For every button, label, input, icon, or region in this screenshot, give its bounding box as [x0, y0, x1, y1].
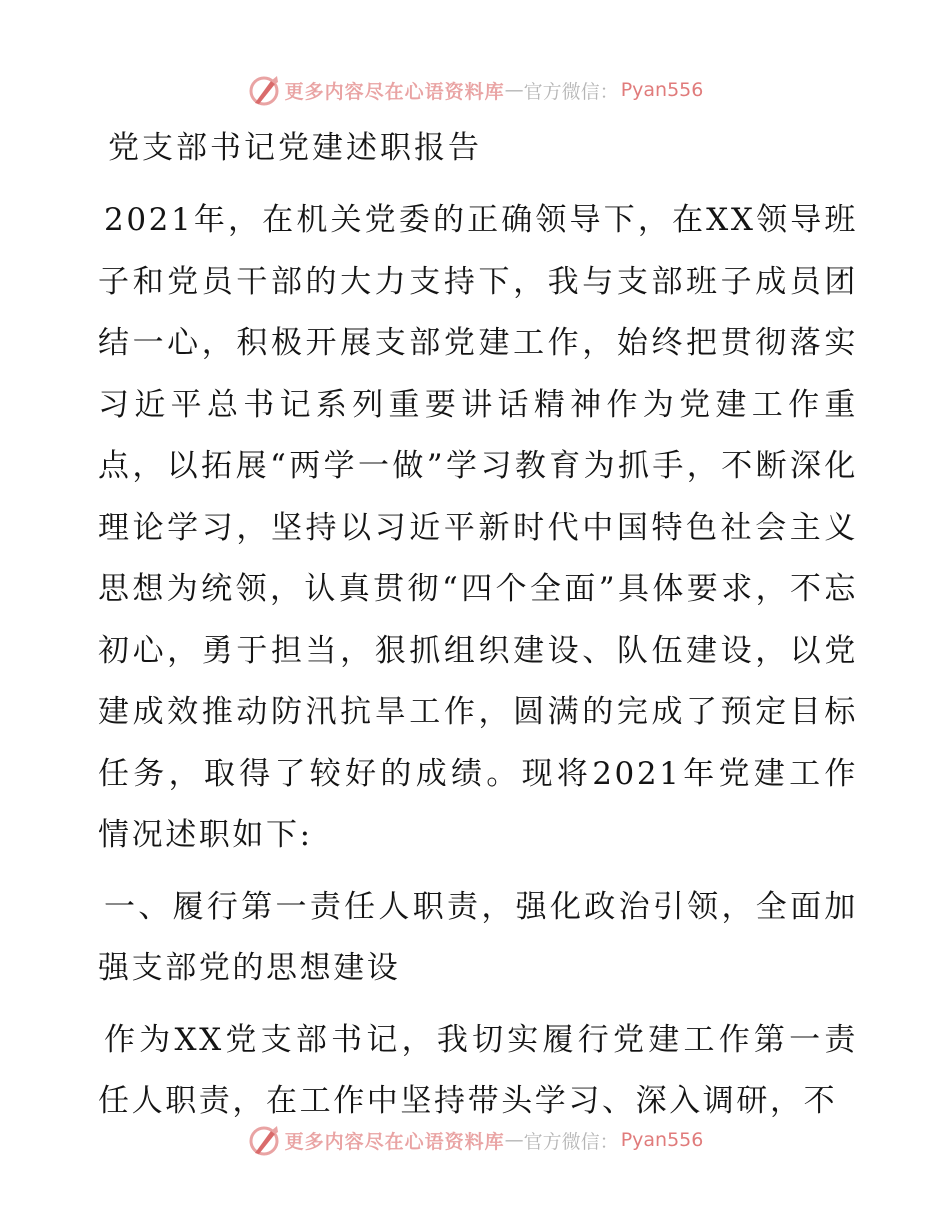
watermark-account: Pyan556	[620, 1129, 704, 1151]
watermark-dash: —	[504, 79, 524, 101]
document-body	[98, 124, 858, 1133]
quill-logo-icon	[247, 73, 281, 107]
watermark-main-text: 更多内容尽在心语资料库	[284, 80, 505, 103]
watermark-official: 官方微信：	[523, 1130, 619, 1153]
section-heading: 一、履行第一责任人职责，强化政治引领，全面加强支部党的思想建设	[98, 888, 858, 986]
header-watermark	[0, 70, 950, 110]
paragraph-intro: 2021年，在机关党委的正确领导下，在XX领导班子和党员干部的大力支持下，我与支部班子成员团结一心，积极开展支部党建工作，始终把贯彻落实习近平总书记系列重要讲话精神作为党建工作重点，以拓展“两学一做”学习教育为抓手，不断深化理论学习，坚持以习近平新时代中国特色社会主义思想为统领，认真贯彻“四个全面”具体要求，不忘初心，勇于担当，狠抓组织建设、队伍建设，以党建成效推动防汛抗旱工作，圆满的完成了预定目标任务，取得了较好的成绩。现将2021年党建工作情况述职如下:	[98, 202, 858, 853]
paragraph-section-1: 作为XX党支部书记，我切实履行党建工作第一责任人职责，在工作中坚持带头学习、深入调研，不	[98, 1021, 858, 1119]
watermark-main-text: 更多内容尽在心语资料库	[284, 1130, 505, 1153]
document-title: 党支部书记党建述职报告	[108, 130, 482, 166]
watermark-dash: —	[504, 1129, 524, 1151]
watermark-account: Pyan556	[620, 79, 704, 101]
quill-logo-icon	[247, 1123, 281, 1157]
watermark-official: 官方微信：	[523, 80, 619, 103]
footer-watermark	[0, 1120, 950, 1160]
